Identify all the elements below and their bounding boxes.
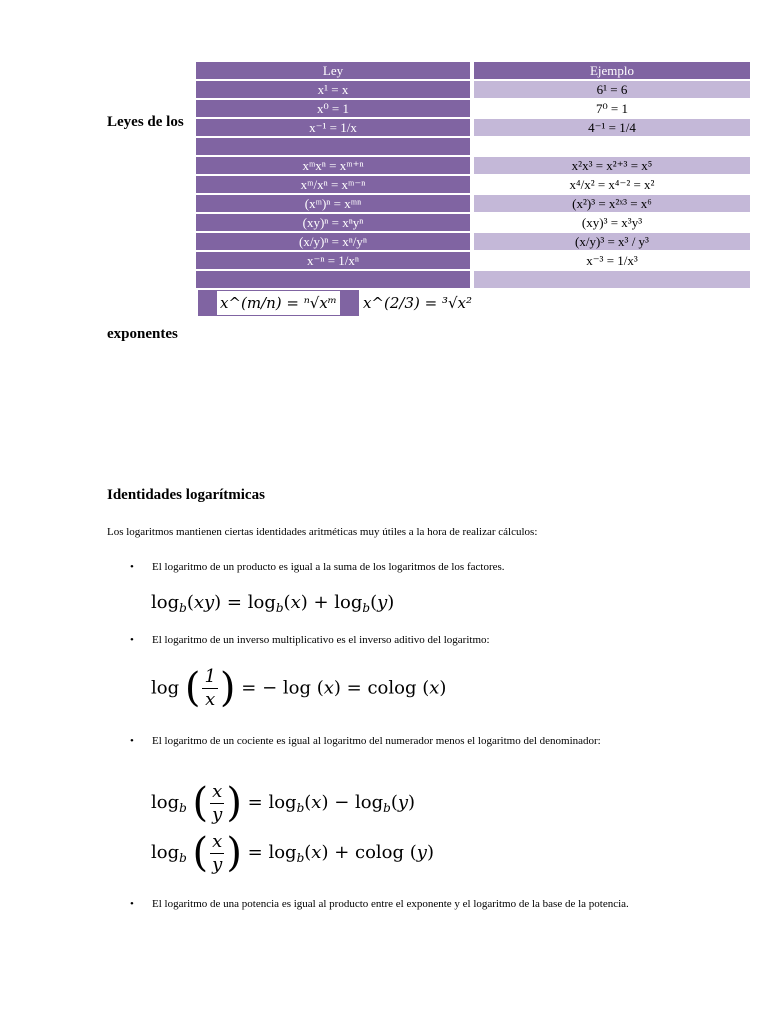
table-row xyxy=(196,271,750,290)
radical-example-formula: x^(2/3) = ³√x² xyxy=(362,293,472,312)
table-row xyxy=(196,195,750,214)
table-row xyxy=(196,119,750,138)
exponent-laws-table xyxy=(196,62,750,318)
ley-cell: x⁰ = 1 xyxy=(196,100,474,119)
section-title: Identidades logarítmicas xyxy=(107,487,265,503)
table-row xyxy=(196,81,750,100)
ley-cell: x¹ = x xyxy=(196,81,474,100)
ley-cell: xᵐxⁿ = xᵐ⁺ⁿ xyxy=(196,157,474,176)
formula-inverse: log ( $\frac{1}{x}$ ) = − log (x) = colog (x) xyxy=(151,665,447,711)
ley-cell: x⁻ⁿ = 1/xⁿ xyxy=(196,252,474,271)
ley-cell: xᵐ/xⁿ = xᵐ⁻ⁿ xyxy=(196,176,474,195)
ley-cell: (xy)ⁿ = xⁿyⁿ xyxy=(196,214,474,233)
list-item-text: El logaritmo de un producto es igual a la suma de los logaritmos de los factores. xyxy=(152,561,505,573)
ejemplo-cell: (xy)³ = x³y³ xyxy=(474,214,750,233)
ejemplo-cell: (x/y)³ = x³ / y³ xyxy=(474,233,750,252)
ejemplo-cell: x⁻³ = 1/x³ xyxy=(474,252,750,271)
table-row xyxy=(196,100,750,119)
table-header-row xyxy=(196,62,750,81)
ejemplo-cell xyxy=(474,271,750,290)
ley-cell xyxy=(198,290,363,318)
ley-cell: (x/y)ⁿ = xⁿ/yⁿ xyxy=(196,233,474,252)
ejemplo-cell xyxy=(363,290,472,318)
table-row xyxy=(196,252,750,271)
ejemplo-cell: x²x³ = x²⁺³ = x⁵ xyxy=(474,157,750,176)
radical-law-formula: x^(m/n) = ⁿ√xᵐ xyxy=(217,291,340,315)
header-ley: Ley xyxy=(196,62,474,81)
table-row xyxy=(196,214,750,233)
bullet-icon: • xyxy=(130,634,134,646)
ley-cell: (xᵐ)ⁿ = xᵐⁿ xyxy=(196,195,474,214)
bullet-icon: • xyxy=(130,735,134,747)
ley-cell xyxy=(196,138,474,157)
ejemplo-cell xyxy=(474,138,750,157)
table-row xyxy=(196,233,750,252)
header-ejemplo: Ejemplo xyxy=(474,62,750,81)
table-row xyxy=(196,138,750,157)
table-row xyxy=(198,290,472,318)
bullet-icon: • xyxy=(130,561,134,573)
table-row xyxy=(196,176,750,195)
side-label-leyes: Leyes de los xyxy=(107,114,184,130)
side-label-exponentes: exponentes xyxy=(107,326,178,342)
bullet-icon: • xyxy=(130,898,134,910)
list-item-text: El logaritmo de un inverso multiplicativo es el inverso aditivo del logaritmo: xyxy=(152,634,490,646)
ejemplo-cell: x⁴/x² = x⁴⁻² = x² xyxy=(474,176,750,195)
ejemplo-cell: 4⁻¹ = 1/4 xyxy=(474,119,750,138)
formula-quotient: $\log_b$ ( $\frac{x}{y}$ ) = $\log_b(x) - \log_b(y)$ xyxy=(151,780,416,826)
ley-cell: x⁻¹ = 1/x xyxy=(196,119,474,138)
list-item-text: El logaritmo de un cociente es igual al logaritmo del numerador menos el logaritmo del denominador: xyxy=(152,735,601,747)
ejemplo-cell: 7⁰ = 1 xyxy=(474,100,750,119)
table-row xyxy=(196,157,750,176)
ejemplo-cell: 6¹ = 6 xyxy=(474,81,750,100)
ejemplo-cell: (x²)³ = x²ˣ³ = x⁶ xyxy=(474,195,750,214)
list-item-text: El logaritmo de una potencia es igual al producto entre el exponente y el logaritmo de la base de la potencia. xyxy=(152,898,629,910)
formula-quotient-colog: $\log_b$ ( $\frac{x}{y}$ ) = $\log_b(x) + colog$ (y) xyxy=(151,830,434,876)
section-intro: Los logaritmos mantienen ciertas identidades aritméticas muy útiles a la hora de realizar cálculos: xyxy=(107,526,538,538)
formula-product: $\log_b(xy) = \log_b(x) + \log_b(y)$ xyxy=(151,592,395,615)
ley-cell xyxy=(196,271,474,290)
